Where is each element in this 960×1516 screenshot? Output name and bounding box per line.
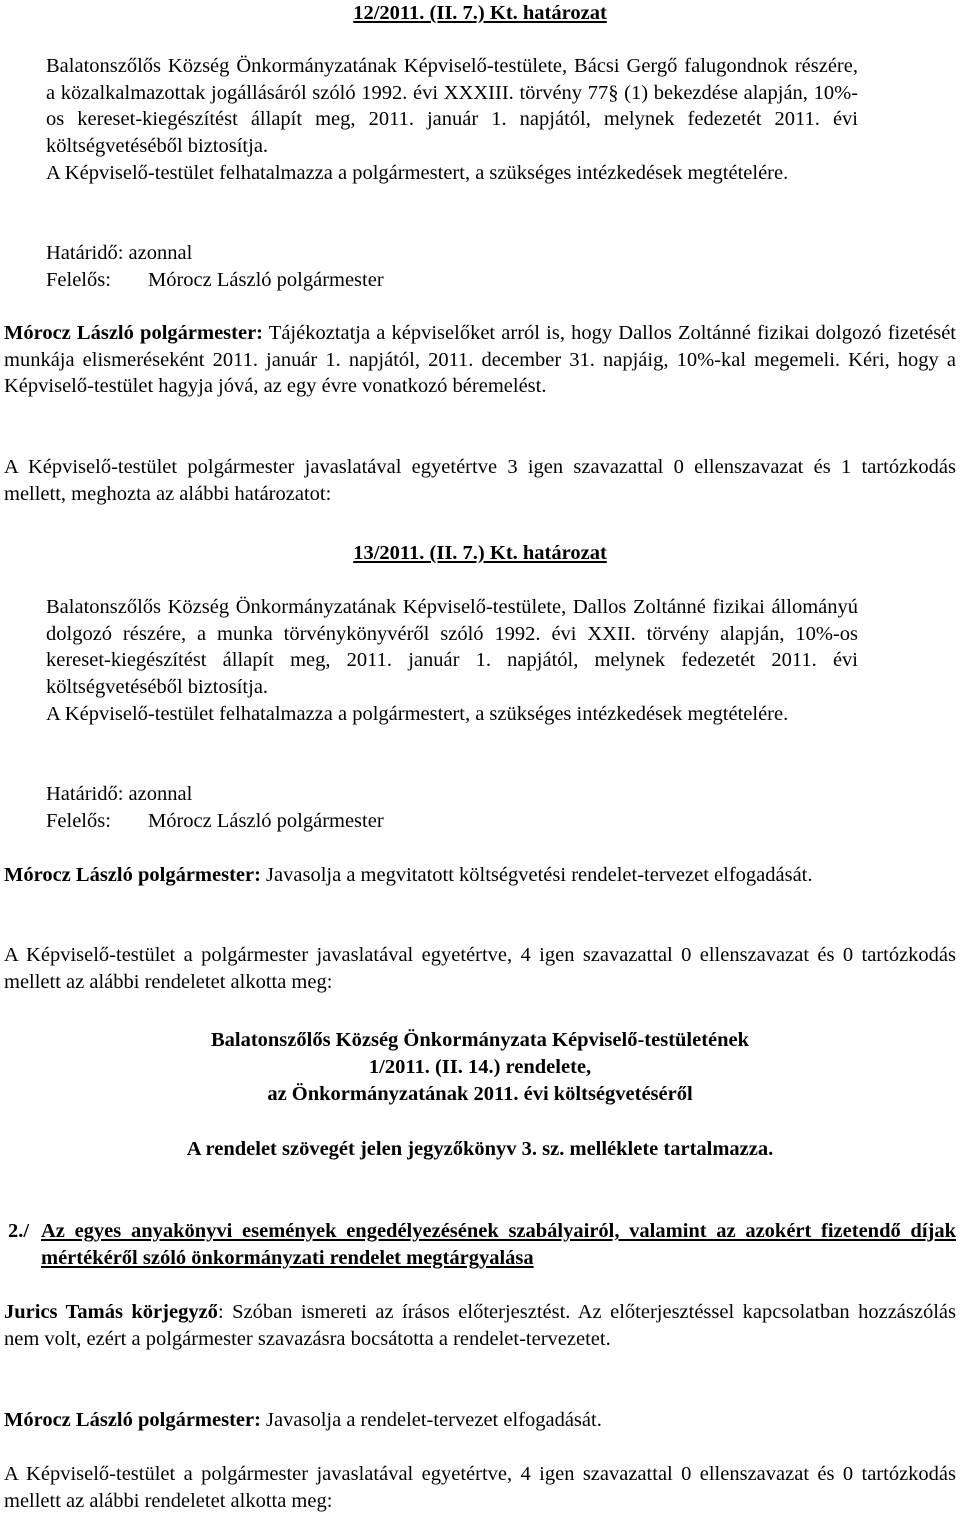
deadline-value: azonnal: [128, 242, 193, 264]
responsible-label: Felelős:: [46, 269, 111, 291]
deadline-line-12: [46, 240, 858, 267]
speech-text: Tájékoztatja a képviselőket arról is, hogy Dallos Zoltánné fizikai dolgozó fizetését munkája elismeréseként 2011. január 1. napjától, 2011. december 31. napjáig, 10%-kal megemeli. Kéri, hogy a Képviselő-testület hagyja jóvá, az egy évre vonatkozó béremelést.: [4, 322, 956, 398]
speech-text: Javasolja a rendelet-tervezet elfogadását.: [260, 1409, 602, 1431]
decree-annex-note: A rendelet szövegét jelen jegyzőkönyv 3. sz. melléklete tartalmazza.: [186, 1138, 774, 1160]
speaker-name: Mórocz László polgármester:: [4, 864, 261, 886]
vote-statement-2: A Képviselő-testület a polgármester javaslatával egyetértve, 4 igen szavazattal 0 ellenszavazat és 0 tartózkodás mellett az alábbi rendeletet alkotta meg:: [4, 944, 956, 993]
agenda-item-title: Az egyes anyakönyvi események engedélyezésének szabályairól, valamint az azokért fizetendő díjak mértékéről szóló önkormányzati rendelet megtárgyalása: [41, 1220, 956, 1269]
mayor-speech-1: [4, 320, 956, 400]
notary-speech: [4, 1299, 956, 1352]
decree-title-line-2: 1/2011. (II. 14.) rendelete,: [368, 1056, 592, 1078]
resolution-body-13: Balatonszőlős Község Önkormányzatának Képviselő-testülete, Dallos Zoltánné fizikai állományú dolgozó részére, a munka törvénykönyvéről szóló 1992. évi XXII. törvény alapján, 10%-os kereset-kiegészítést állapít meg, 2011. január 1. napjától, melynek fedezetét 2011. évi költségvetéséből biztosítja.: [46, 596, 858, 699]
resolution-body-12: Balatonszőlős Község Önkormányzatának Képviselő-testülete, Bácsi Gergő falugondnok részére, a közalkalmazottak jogállásáról szóló 1992. évi XXXIII. törvény 77§ (1) bekezdése alapján, 10%-os kereset-kiegészítést állapít meg, 2011. január 1. napjától, melynek fedezetét 2011. évi költségvetéséből biztosítja.: [46, 55, 858, 158]
deadline-line-13: [46, 781, 858, 808]
agenda-item-2: [4, 1218, 956, 1271]
responsible-value: Mórocz László polgármester: [148, 810, 384, 832]
speech-text: : Szóban ismereti az írásos előterjesztést. Az előterjesztéssel kapcsolatban hozzászólás nem volt, ezért a polgármester szavazásra bocsátotta a rendelet-tervezetet.: [4, 1301, 956, 1350]
resolution-authorization-13: A Képviselő-testület felhatalmazza a polgármestert, a szükséges intézkedések megtételére.: [46, 703, 789, 725]
deadline-value: azonnal: [128, 783, 193, 805]
decree-title-line-1: Balatonszőlős Község Önkormányzata Képviselő-testületének: [210, 1029, 750, 1051]
speaker-name: Jurics Tamás körjegyző: [4, 1301, 218, 1323]
vote-statement-3: A Képviselő-testület a polgármester javaslatával egyetértve, 4 igen szavazattal 0 ellenszavazat és 0 tartózkodás mellett az alábbi rendeletet alkotta meg:: [4, 1463, 956, 1512]
speech-text: Javasolja a megvitatott költségvetési rendelet-tervezet elfogadását.: [260, 864, 813, 886]
responsible-value: Mórocz László polgármester: [148, 269, 384, 291]
resolution-heading-13: 13/2011. (II. 7.) Kt. határozat: [353, 542, 607, 564]
deadline-label: Határidő:: [46, 242, 124, 264]
mayor-speech-3: [4, 1407, 956, 1434]
mayor-speech-2: [4, 862, 956, 889]
responsible-label: Felelős:: [46, 810, 111, 832]
speaker-name: Mórocz László polgármester:: [4, 1409, 261, 1431]
resolution-authorization-12: A Képviselő-testület felhatalmazza a polgármestert, a szükséges intézkedések megtételére.: [46, 162, 789, 184]
resolution-heading-12: 12/2011. (II. 7.) Kt. határozat: [353, 2, 607, 24]
agenda-item-number: 2./: [8, 1220, 30, 1242]
speaker-name: Mórocz László polgármester:: [4, 322, 263, 344]
vote-statement-1: A Képviselő-testület polgármester javaslatával egyetértve 3 igen szavazattal 0 ellenszavazat és 1 tartózkodás mellett, meghozta az alábbi határozatot:: [4, 456, 956, 505]
responsible-line-13: [46, 808, 858, 835]
deadline-label: Határidő:: [46, 783, 124, 805]
decree-title-line-3: az Önkormányzatának 2011. évi költségvetéséről: [267, 1083, 693, 1105]
responsible-line-12: [46, 267, 858, 294]
